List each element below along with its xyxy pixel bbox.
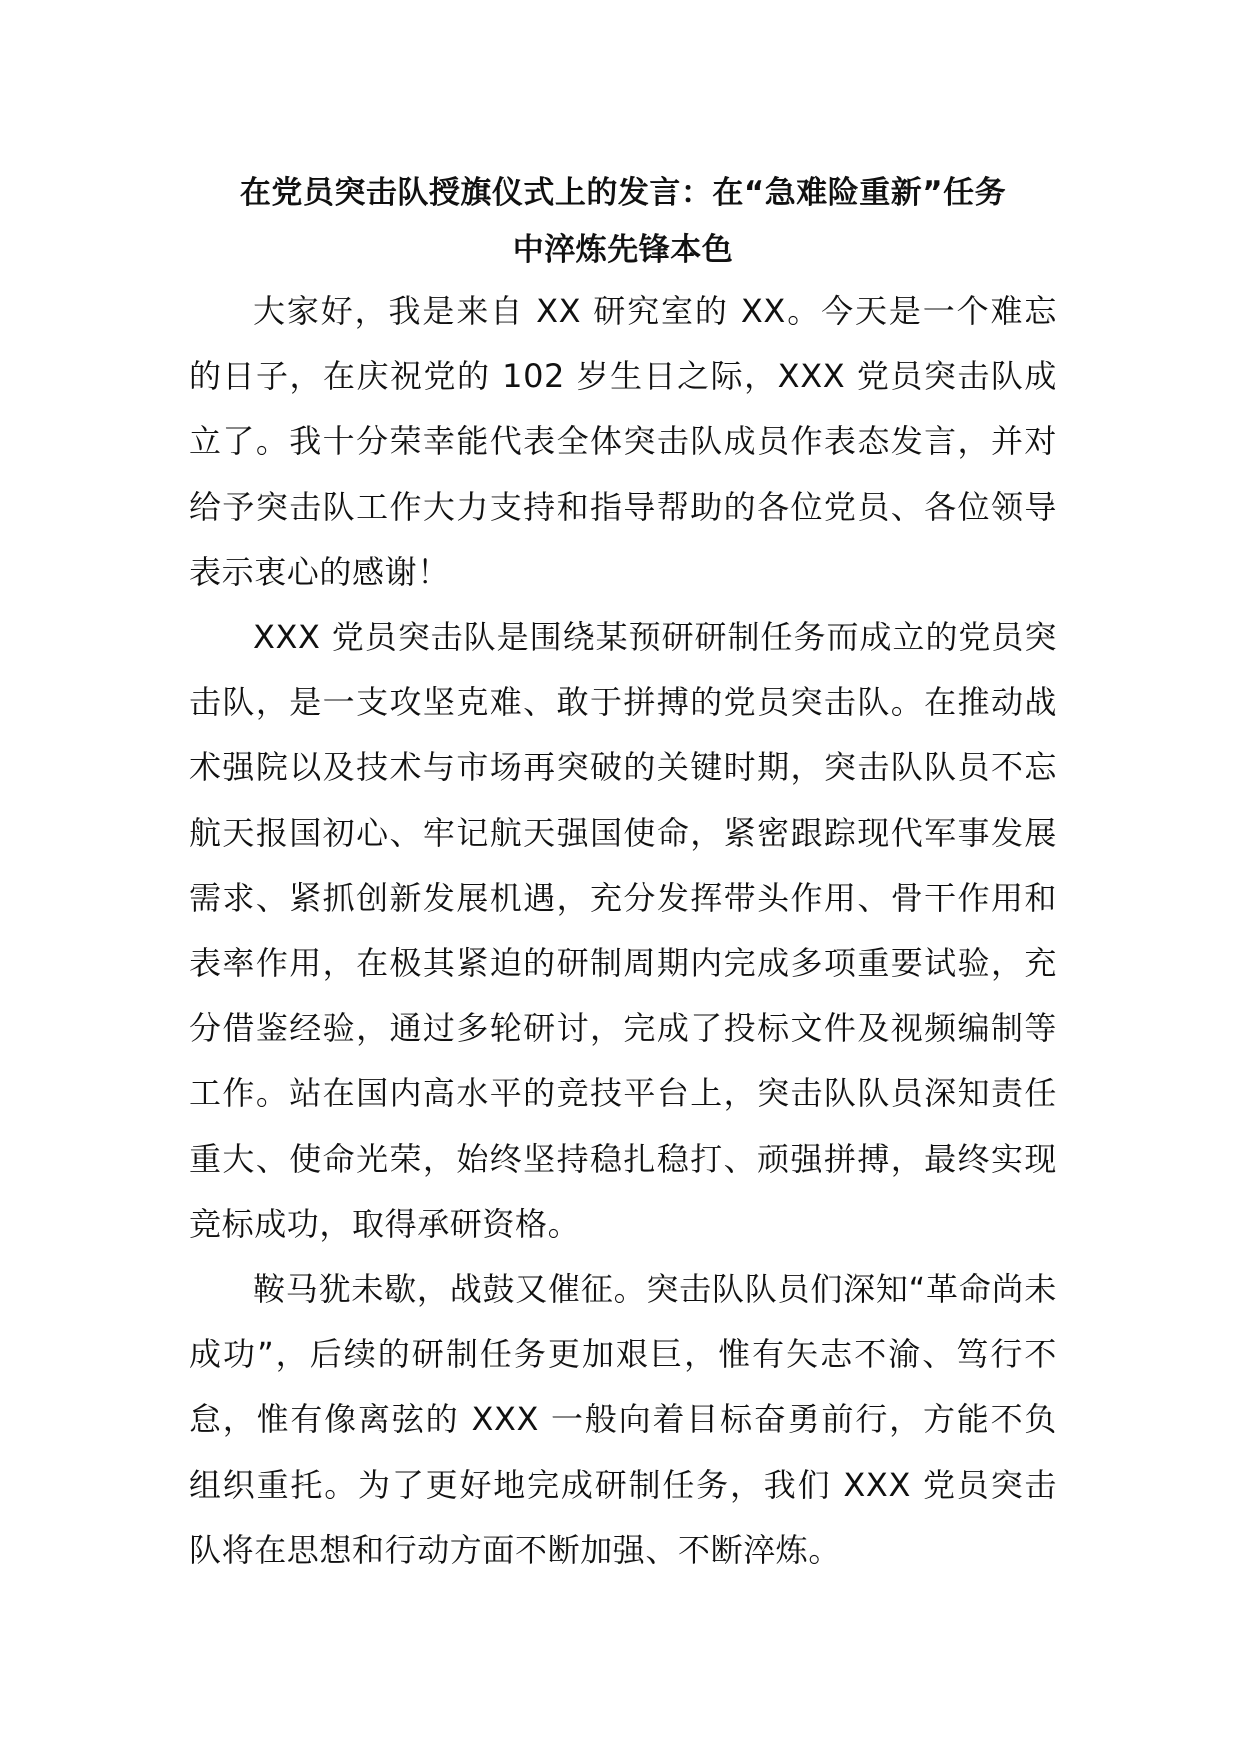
document-body	[189, 165, 1057, 1583]
paragraph-team-introduction: XXX 党员突击队是围绕某预研研制任务而成立的党员突击队，是一支攻坚克难、敢于拼搏的党员突击队。在推动战术强院以及技术与市场再突破的关键时期，突击队队员不忘航天报国初心、牢记航天强国使命，紧密跟踪现代军事发展需求、紧抓创新发展机遇，充分发挥带头作用、骨干作用和表率作用，在极其紧迫的研制周期内完成多项重要试验，充分借鉴经验，通过多轮研讨，完成了投标文件及视频编制等工作。站在国内高水平的竞技平台上，突击队队员深知责任重大、使命光荣，始终坚持稳扎稳打、顽强拼搏，最终实现竞标成功，取得承研资格。	[189, 618, 1057, 1243]
paragraph-greeting: 大家好，我是来自 XX 研究室的 XX。今天是一个难忘的日子，在庆祝党的 102 岁生日之际，XXX 党员突击队成立了。我十分荣幸能代表全体突击队成员作表态发言，并对给予突击队工作大力支持和指导帮助的各位党员、各位领导表示衷心的感谢！	[189, 292, 1057, 591]
title-line-1: 在党员突击队授旗仪式上的发言：在“急难险重新”任务	[239, 175, 1007, 211]
document-title	[189, 165, 1057, 279]
title-line-2: 中淬炼先锋本色	[512, 232, 734, 268]
paragraph-future-commitment: 鞍马犹未歇，战鼓又催征。突击队队员们深知“革命尚未成功”，后续的研制任务更加艰巨，惟有矢志不渝、笃行不怠，惟有像离弦的 XXX 一般向着目标奋勇前行，方能不负组织重托。为了更好地完成研制任务，我们 XXX 党员突击队将在思想和行动方面不断加强、不断淬炼。	[189, 1270, 1057, 1569]
